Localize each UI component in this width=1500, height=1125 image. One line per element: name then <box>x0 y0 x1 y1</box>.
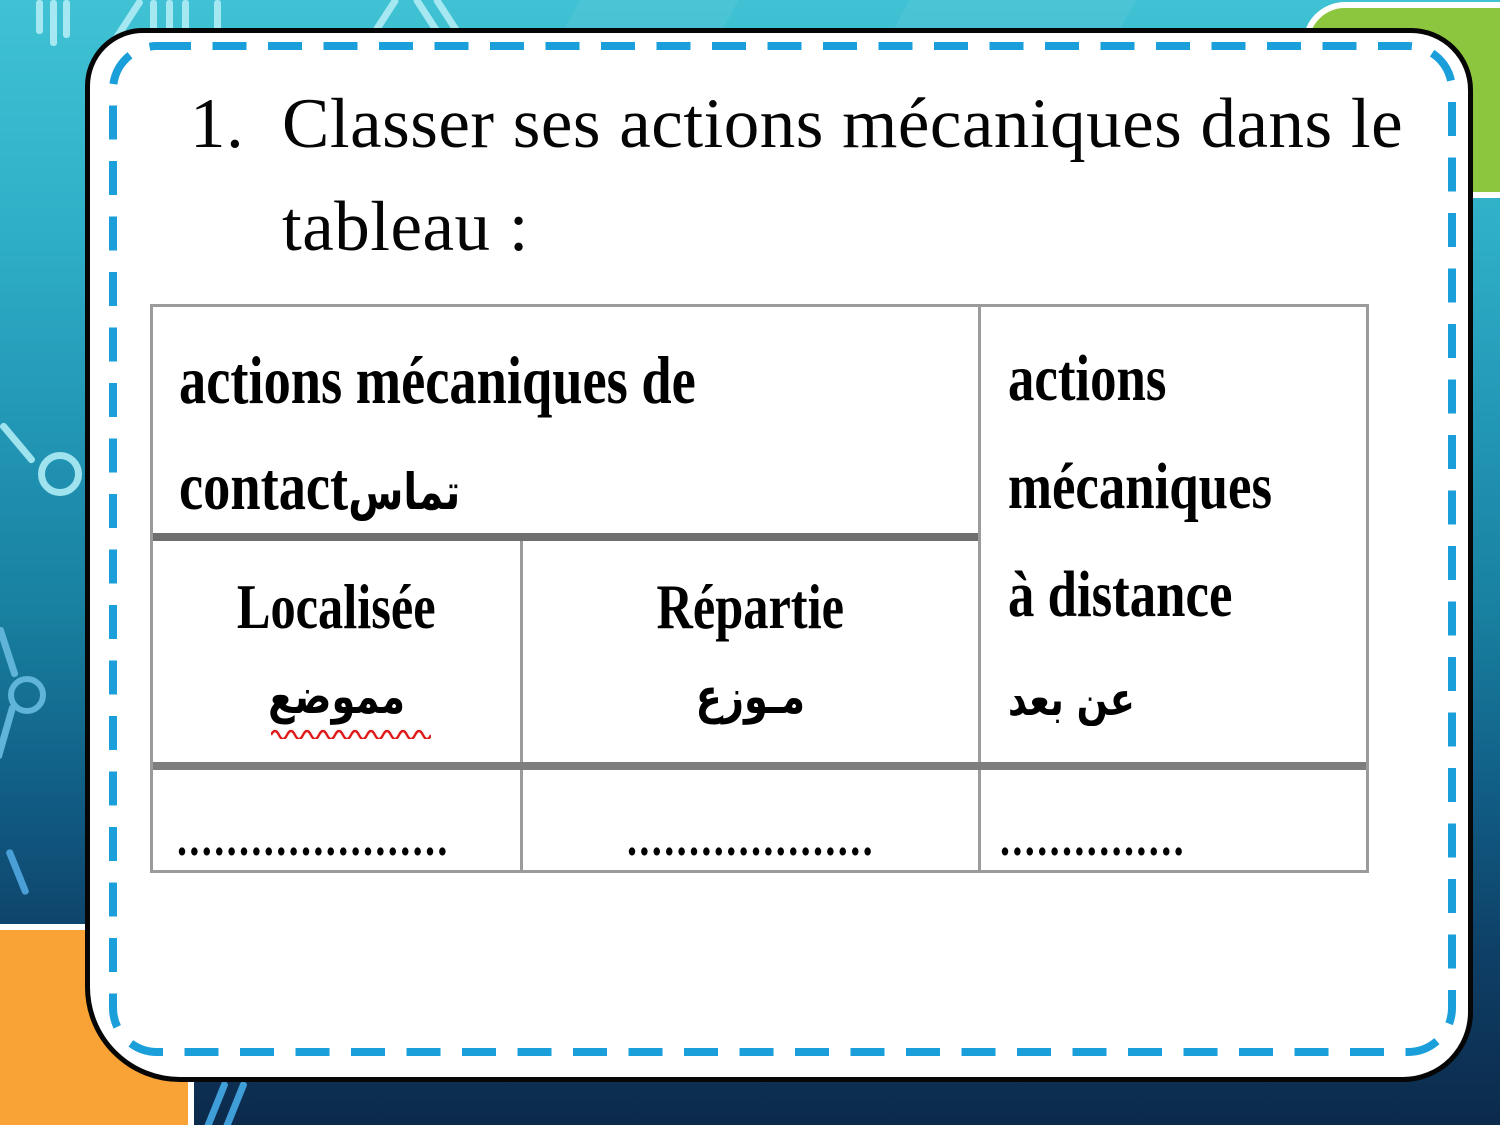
repartie-arabic: مـوزع <box>695 669 806 725</box>
title-line-2: tableau : <box>282 188 529 266</box>
circuit-bar-icon <box>36 0 43 34</box>
fill-cell-repartie <box>523 770 978 870</box>
table-column-divider <box>978 307 981 870</box>
circuit-node-icon <box>38 452 82 496</box>
table-row-divider <box>153 533 978 541</box>
table-row-divider <box>153 762 1366 770</box>
subheader-repartie-cell <box>523 541 978 762</box>
header-distance-line1: actions <box>1008 342 1167 415</box>
slide-title <box>190 73 1403 279</box>
table-column-divider <box>520 541 523 870</box>
subheader-localisee-cell <box>153 541 520 762</box>
fill-cell-distance <box>984 770 1366 870</box>
header-contact-fr: contact <box>179 448 349 524</box>
spellcheck-squiggle <box>271 727 431 739</box>
header-distance-cell <box>984 307 1366 762</box>
circuit-bar-icon <box>63 0 70 38</box>
content-card <box>85 28 1473 1082</box>
title-line-1: Classer ses actions mécaniques dans le <box>282 85 1404 163</box>
header-distance-line2: mécaniques <box>1008 450 1272 523</box>
dotted-line: ............... <box>1000 810 1186 866</box>
dotted-line: ...................... <box>177 810 450 866</box>
title-text <box>282 73 1403 279</box>
localisee-arabic: مموضع <box>268 669 405 725</box>
header-distance-line3: à distance <box>1008 558 1233 631</box>
circuit-bar-icon <box>50 0 57 46</box>
repartie-label: Répartie <box>656 572 845 642</box>
fill-cell-localisee <box>153 770 520 870</box>
title-number: 1. <box>190 85 245 163</box>
header-contact-arabic: تماس <box>348 463 461 521</box>
localisee-label: Localisée <box>237 572 436 642</box>
header-distance-arabic: عن بعد <box>1008 672 1135 726</box>
header-contact-cell <box>153 307 978 533</box>
header-contact-line1: actions mécaniques de <box>179 342 696 418</box>
classification-table <box>150 304 1369 873</box>
dotted-line: .................... <box>626 810 875 866</box>
